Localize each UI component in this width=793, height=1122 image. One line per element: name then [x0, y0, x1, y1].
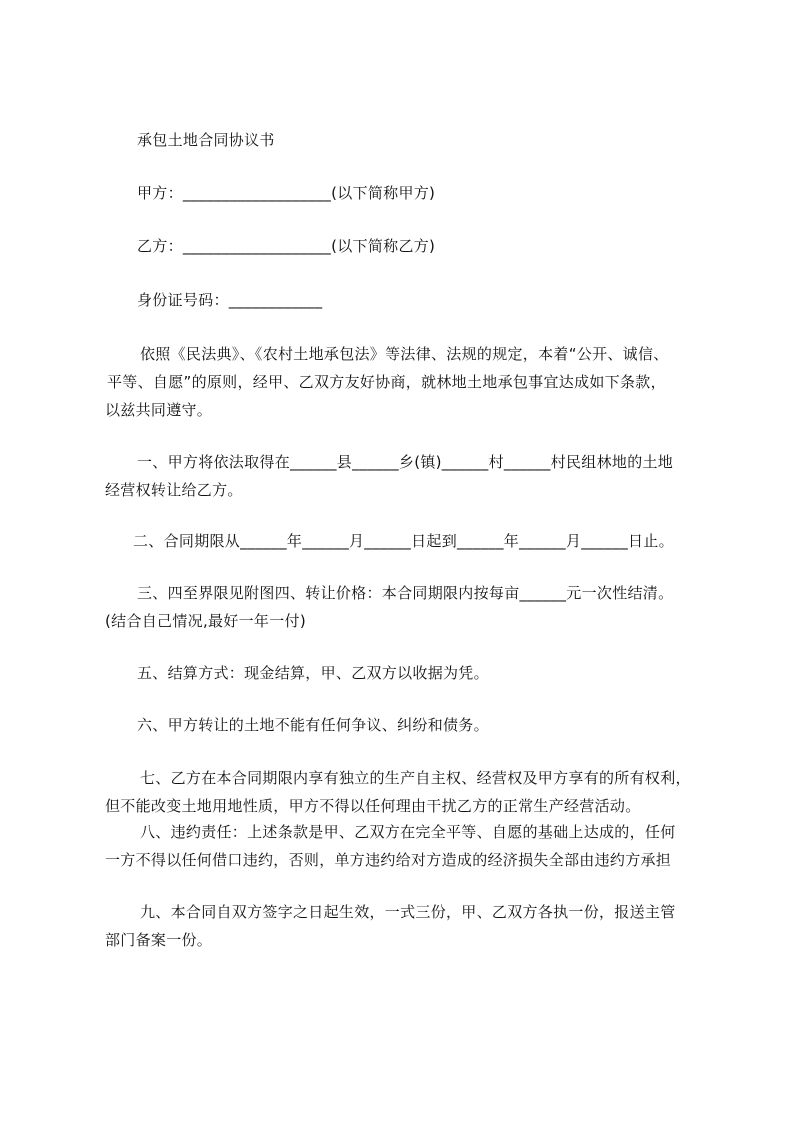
clause-3-line: 三、四至界限见附图四、转让价格：本合同期限内按每亩______元一次性结清。 [137, 584, 674, 602]
party-b-field: 乙方：___________________(以下简称乙方) [137, 237, 436, 255]
clause-6-line: 六、甲方转让的土地不能有任何争议、纠纷和债务。 [137, 716, 489, 734]
clause-3-line: (结合自己情况,最好一年一付) [105, 612, 306, 630]
clause-2-line: 二、合同期限从______年______月______日起到______年______月______日止。 [133, 532, 674, 550]
clause-8-line: 八、违约责任：上述条款是甲、乙双方在完全平等、自愿的基础上达成的，任何 [140, 823, 676, 841]
document-title: 承包土地合同协议书 [137, 131, 275, 149]
clause-9-line: 部门备案一份。 [105, 931, 213, 949]
preamble-line: 依照《民法典》、《农村土地承包法》等法律、法规的规定，本着“公开、诚信、 [140, 345, 669, 363]
clause-5-line: 五、结算方式：现金结算，甲、乙双方以收据为凭。 [137, 664, 489, 682]
clause-9-line: 九、本合同自双方签字之日起生效，一式三份，甲、乙双方各执一份，报送主管 [140, 903, 676, 921]
clause-1-line: 一、甲方将依法取得在______县______乡(镇)______村______村民组林地的土地 [137, 453, 674, 471]
preamble-line: 平等、自愿”的原则，经甲、乙双方友好协商，就林地土地承包事宜达成如下条款， [107, 373, 666, 391]
clause-7-line: 七、乙方在本合同期限内享有独立的生产自主权、经营权及甲方享有的所有权利， [140, 769, 691, 787]
clause-7-line: 但不能改变土地用地性质，甲方不得以任何理由干扰乙方的正常生产经营活动。 [105, 797, 641, 815]
clause-8-line: 一方不得以任何借口违约，否则，单方违约给对方造成的经济损失全部由违约方承担 [105, 851, 672, 869]
id-number-field: 身份证号码：____________ [137, 291, 323, 309]
clause-1-line: 经营权转让给乙方。 [105, 481, 243, 499]
preamble-line: 以兹共同遵守。 [105, 401, 213, 419]
party-a-field: 甲方：___________________(以下简称甲方) [137, 184, 436, 202]
